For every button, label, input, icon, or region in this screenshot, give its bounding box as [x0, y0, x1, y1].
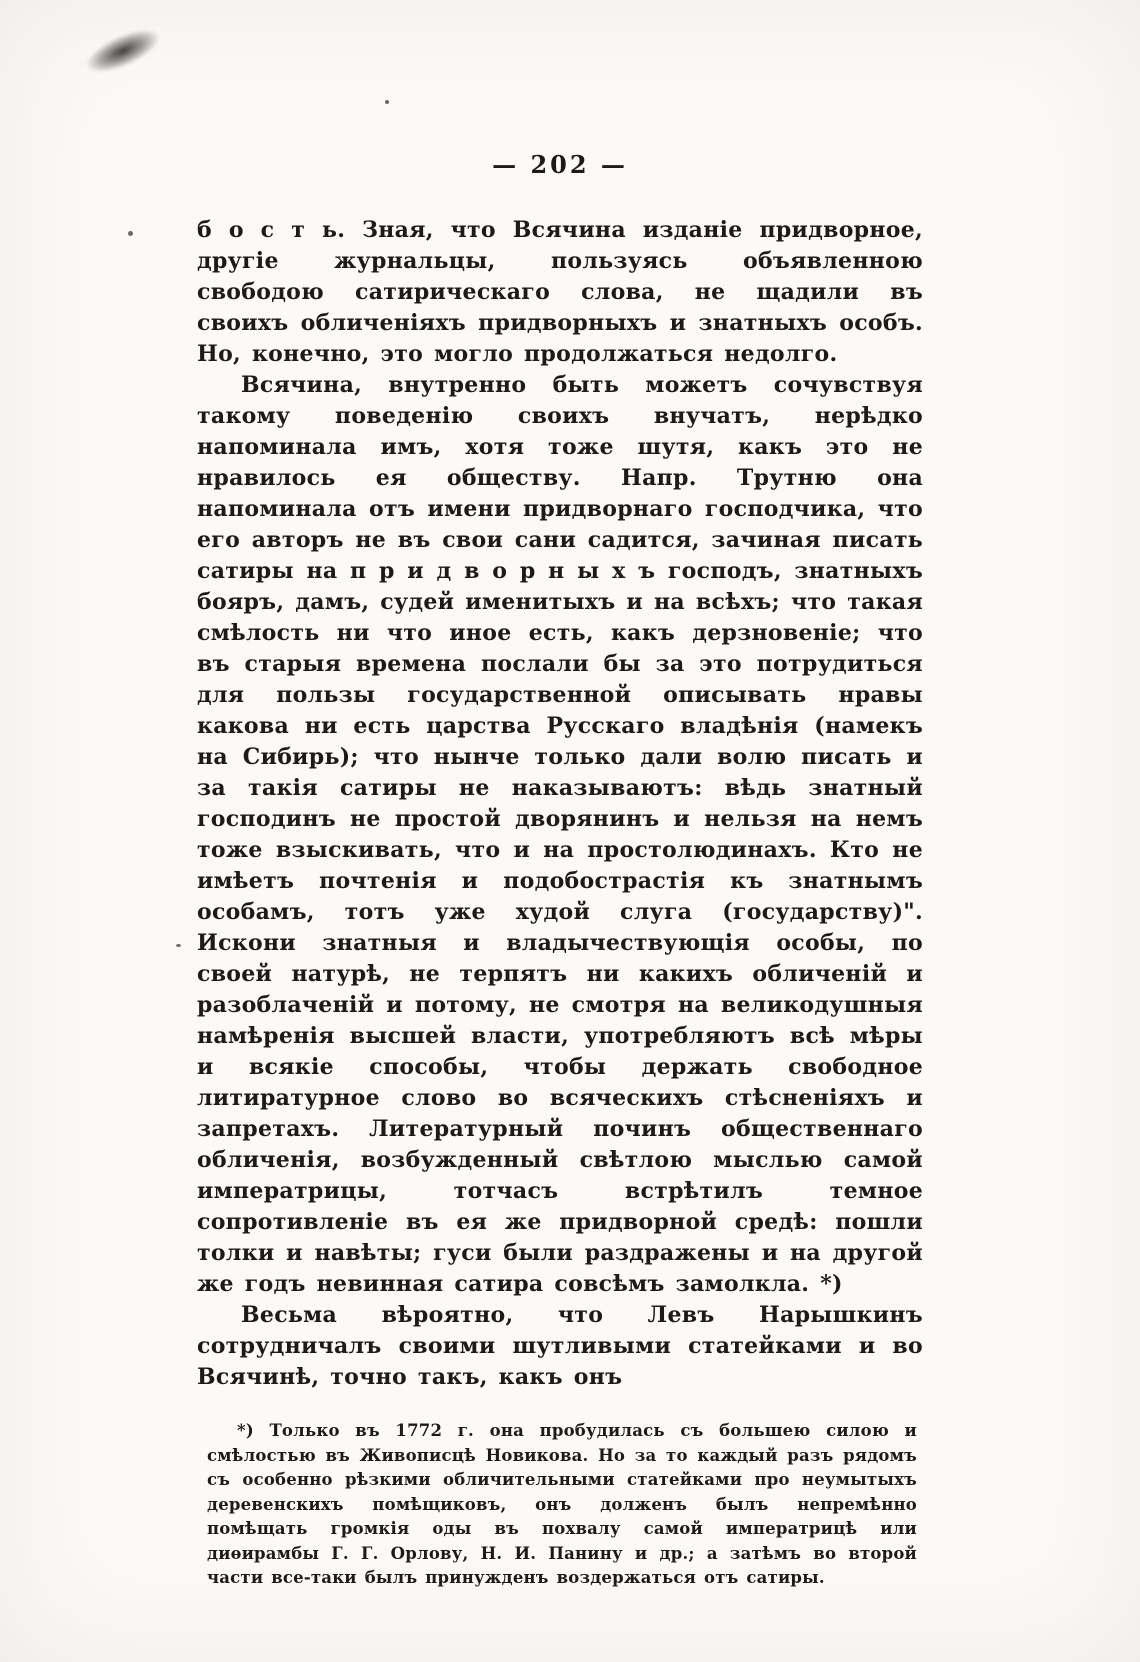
scan-speck: [385, 100, 389, 104]
page-number: — 202 —: [492, 150, 628, 179]
scan-speck: [128, 231, 133, 236]
paragraph-continuation: б о с т ь. Зная, что Всячина изданіе придворное, другіе журнальцы, пользуясь объявленною свободою сатирическаго слова, не щадили въ своихъ обличеніяхъ придворныхъ и знатныхъ особъ. Но, конечно, это могло продолжаться недолго.: [197, 217, 923, 367]
paragraph-main: Всячина, внутренно быть можетъ сочувствуя такому поведенію своихъ внучатъ, нерѣдко напоминала имъ, хотя тоже шутя, какъ это не нравилось ея обществу. Напр. Трутню она напоминала отъ имени придворнаго господчика, что его авторъ не въ свои сани садится, зачиная писать сатиры на п р и д в о р н ы х ъ господъ, знатныхъ бояръ, дамъ, судей именитыхъ и на всѣхъ; что такая смѣлость ни что иное есть, какъ дерзновеніе; что въ старыя времена послали бы за это потрудиться для пользы государственной описывать нравы какова ни есть царства Русскаго владѣнія (намекъ на Сибирь); что нынче только дали волю писать и за такія сатиры не наказываютъ: вѣдь знатный господинъ не простой дворянинъ и нельзя на немъ тоже взыскивать, что и на простолюдинахъ. Кто не имѣетъ почтенія и подобострастія къ знатнымъ особамъ, тотъ уже худой слуга (государству)". Искони знатныя и владычествующія особы, по своей натурѣ, не терпятъ ни какихъ обличеній и разоблаченій и потому, не смотря на великодушныя намѣренія высшей власти, употребляютъ всѣ мѣры и всякіе способы, чтобы держать свободное литиратурное слово во всяческихъ стѣсненіяхъ и запретахъ. Литературный починъ общественнаго обличенія, возбужденный свѣтлою мыслью самой императрицы, тотчасъ встрѣтилъ темное сопротивленіе въ ея же придворной средѣ: пошли толки и навѣты; гуси были раздражены и на другой же годъ невинная сатира совсѣмъ замолкла. *): [197, 372, 923, 1297]
text-column: [197, 150, 923, 1591]
scan-speck: [176, 944, 181, 947]
footnote: *) Только въ 1772 г. она пробудилась съ большею силою и смѣлостью въ Живописцѣ Новикова. Но за то каждый разъ рядомъ съ особенно рѣзкими обличительными статейками про неумытыхъ деревенскихъ помѣщиковъ, онъ долженъ былъ непремѣнно помѣщать громкія оды въ похвалу самой императрицѣ или диѳирамбы Г. Г. Орлову, Н. И. Панину и др.; а затѣмъ во второй части все-таки былъ принужденъ воздержаться отъ сатиры.: [207, 1421, 917, 1587]
scan-smudge: [81, 21, 164, 80]
paragraph-closing: Весьма вѣроятно, что Левъ Нарышкинъ сотрудничалъ своими шутливыми статейками и во Всячинѣ, точно такъ, какъ онъ: [197, 1302, 923, 1390]
